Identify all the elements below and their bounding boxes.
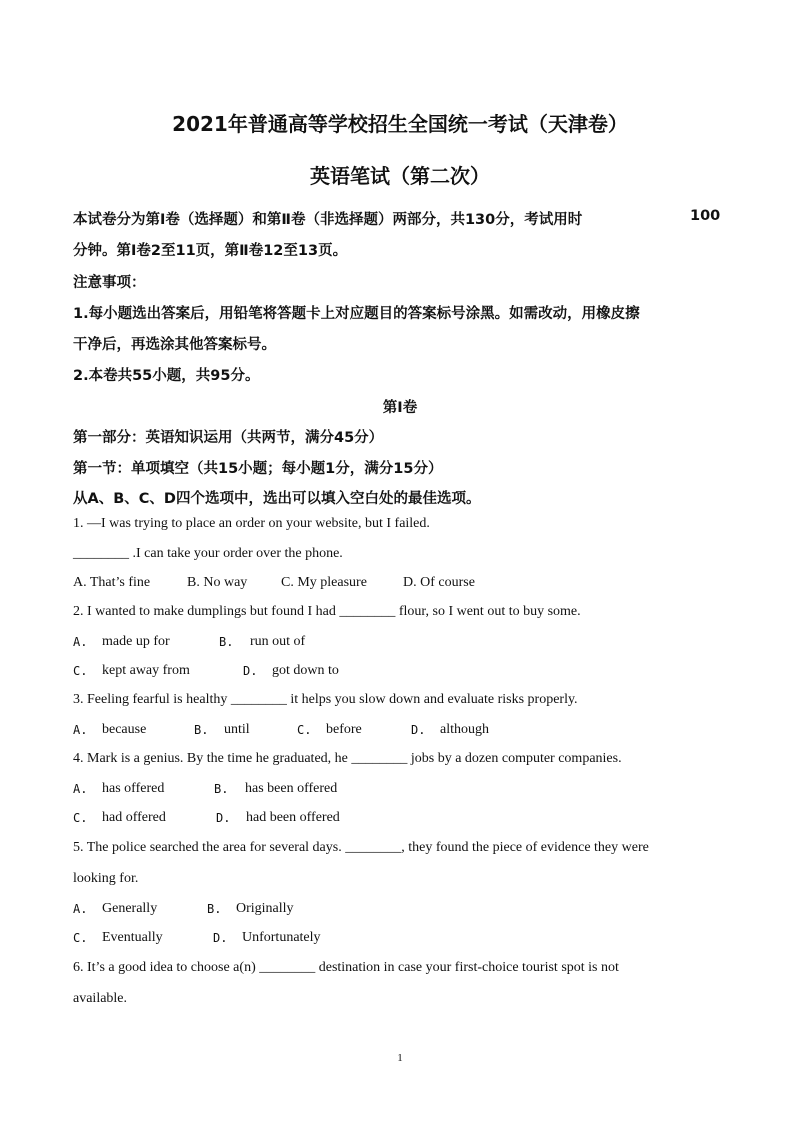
- option-label: C.: [281, 575, 294, 590]
- option-label: A.: [73, 723, 88, 737]
- option-text: That’s fine: [89, 575, 151, 590]
- option-label: D.: [403, 575, 417, 590]
- option-label: C.: [73, 811, 88, 825]
- q1-option-a: [73, 575, 150, 591]
- option-label: C.: [73, 664, 88, 678]
- option-label: A.: [73, 782, 88, 796]
- question-3: 3. Feeling fearful is healthy ________ it helps you slow down and evaluate risks properly.: [73, 692, 578, 707]
- option-text: has been offered: [245, 781, 338, 796]
- intro-line-1: 本试卷分为第Ⅰ卷（选择题）和第Ⅱ卷（非选择题）两部分，共130分，考试用时: [73, 212, 583, 228]
- question-4: 4. Mark is a genius. By the time he graduated, he ________ jobs by a dozen computer companies.: [73, 751, 622, 766]
- question-6-line-1: 6. It’s a good idea to choose a(n) ________ destination in case your first-choice tourist spot is not: [73, 960, 619, 975]
- option-text: until: [224, 722, 250, 737]
- option-text: Of course: [420, 575, 475, 590]
- option-label: D.: [216, 811, 231, 825]
- option-text: although: [440, 722, 489, 737]
- option-text: has offered: [102, 781, 165, 796]
- option-label: D.: [243, 664, 258, 678]
- page-number: 1: [397, 1052, 403, 1064]
- question-6-line-2: available.: [73, 991, 128, 1006]
- instruction: 从A、B、C、D四个选项中，选出可以填入空白处的最佳选项。: [73, 491, 481, 507]
- part-heading: 第一部分：英语知识运用（共两节，满分45分）: [73, 430, 384, 446]
- option-text: Originally: [236, 901, 294, 916]
- question-1-line-2: ________ .I can take your order over the phone.: [73, 546, 343, 561]
- notice-1a: 1.每小题选出答案后，用铅笔将答题卡上对应题目的答案标号涂黑。如需改动，用橡皮擦: [73, 306, 640, 322]
- exam-subtitle: 英语笔试（第二次）: [310, 164, 490, 188]
- option-text: run out of: [250, 634, 306, 649]
- option-text: before: [326, 722, 362, 737]
- notice-1b: 干净后，再选涂其他答案标号。: [73, 337, 276, 353]
- option-text: Generally: [102, 901, 158, 916]
- notice-2: 2.本卷共55小题，共95分。: [73, 368, 260, 384]
- option-text: made up for: [102, 634, 170, 649]
- section-heading: 第一节：单项填空（共15小题；每小题1分，满分15分）: [73, 461, 443, 477]
- notice-title: 注意事项：: [73, 275, 146, 291]
- exam-title: 2021年普通高等学校招生全国统一考试（天津卷）: [172, 112, 628, 136]
- option-label: C.: [297, 723, 312, 737]
- question-2: 2. I wanted to make dumplings but found I had ________ flour, so I went out to buy some.: [73, 604, 581, 619]
- volume-heading: 第Ⅰ卷: [382, 400, 418, 416]
- exam-duration: 100: [690, 208, 721, 224]
- option-text: got down to: [272, 663, 339, 678]
- q1-option-c: [281, 575, 367, 591]
- q1-option-d: [403, 575, 475, 591]
- option-text: My pleasure: [297, 575, 367, 590]
- option-text: kept away from: [102, 663, 190, 678]
- option-label: A.: [73, 575, 87, 590]
- option-label: A.: [73, 635, 88, 649]
- option-label: B.: [187, 575, 200, 590]
- question-5-line-2: looking for.: [73, 871, 139, 886]
- option-text: Eventually: [102, 930, 163, 945]
- option-label: D.: [411, 723, 426, 737]
- question-1-line-1: 1. —I was trying to place an order on your website, but I failed.: [73, 516, 430, 531]
- q1-option-b: [187, 575, 247, 591]
- option-label: B.: [194, 723, 209, 737]
- option-label: A.: [73, 902, 88, 916]
- option-label: B.: [214, 782, 229, 796]
- intro-line-2: 分钟。第Ⅰ卷2至11页，第Ⅱ卷12至13页。: [73, 243, 348, 259]
- option-label: D.: [213, 931, 228, 945]
- option-label: C.: [73, 931, 88, 945]
- option-text: had offered: [102, 810, 166, 825]
- option-text: had been offered: [246, 810, 340, 825]
- question-5-line-1: 5. The police searched the area for several days. ________, they found the piece of evidence they were: [73, 840, 649, 855]
- option-label: B.: [219, 635, 234, 649]
- option-text: Unfortunately: [242, 930, 321, 945]
- option-text: No way: [203, 575, 248, 590]
- option-label: B.: [207, 902, 222, 916]
- option-text: because: [102, 722, 147, 737]
